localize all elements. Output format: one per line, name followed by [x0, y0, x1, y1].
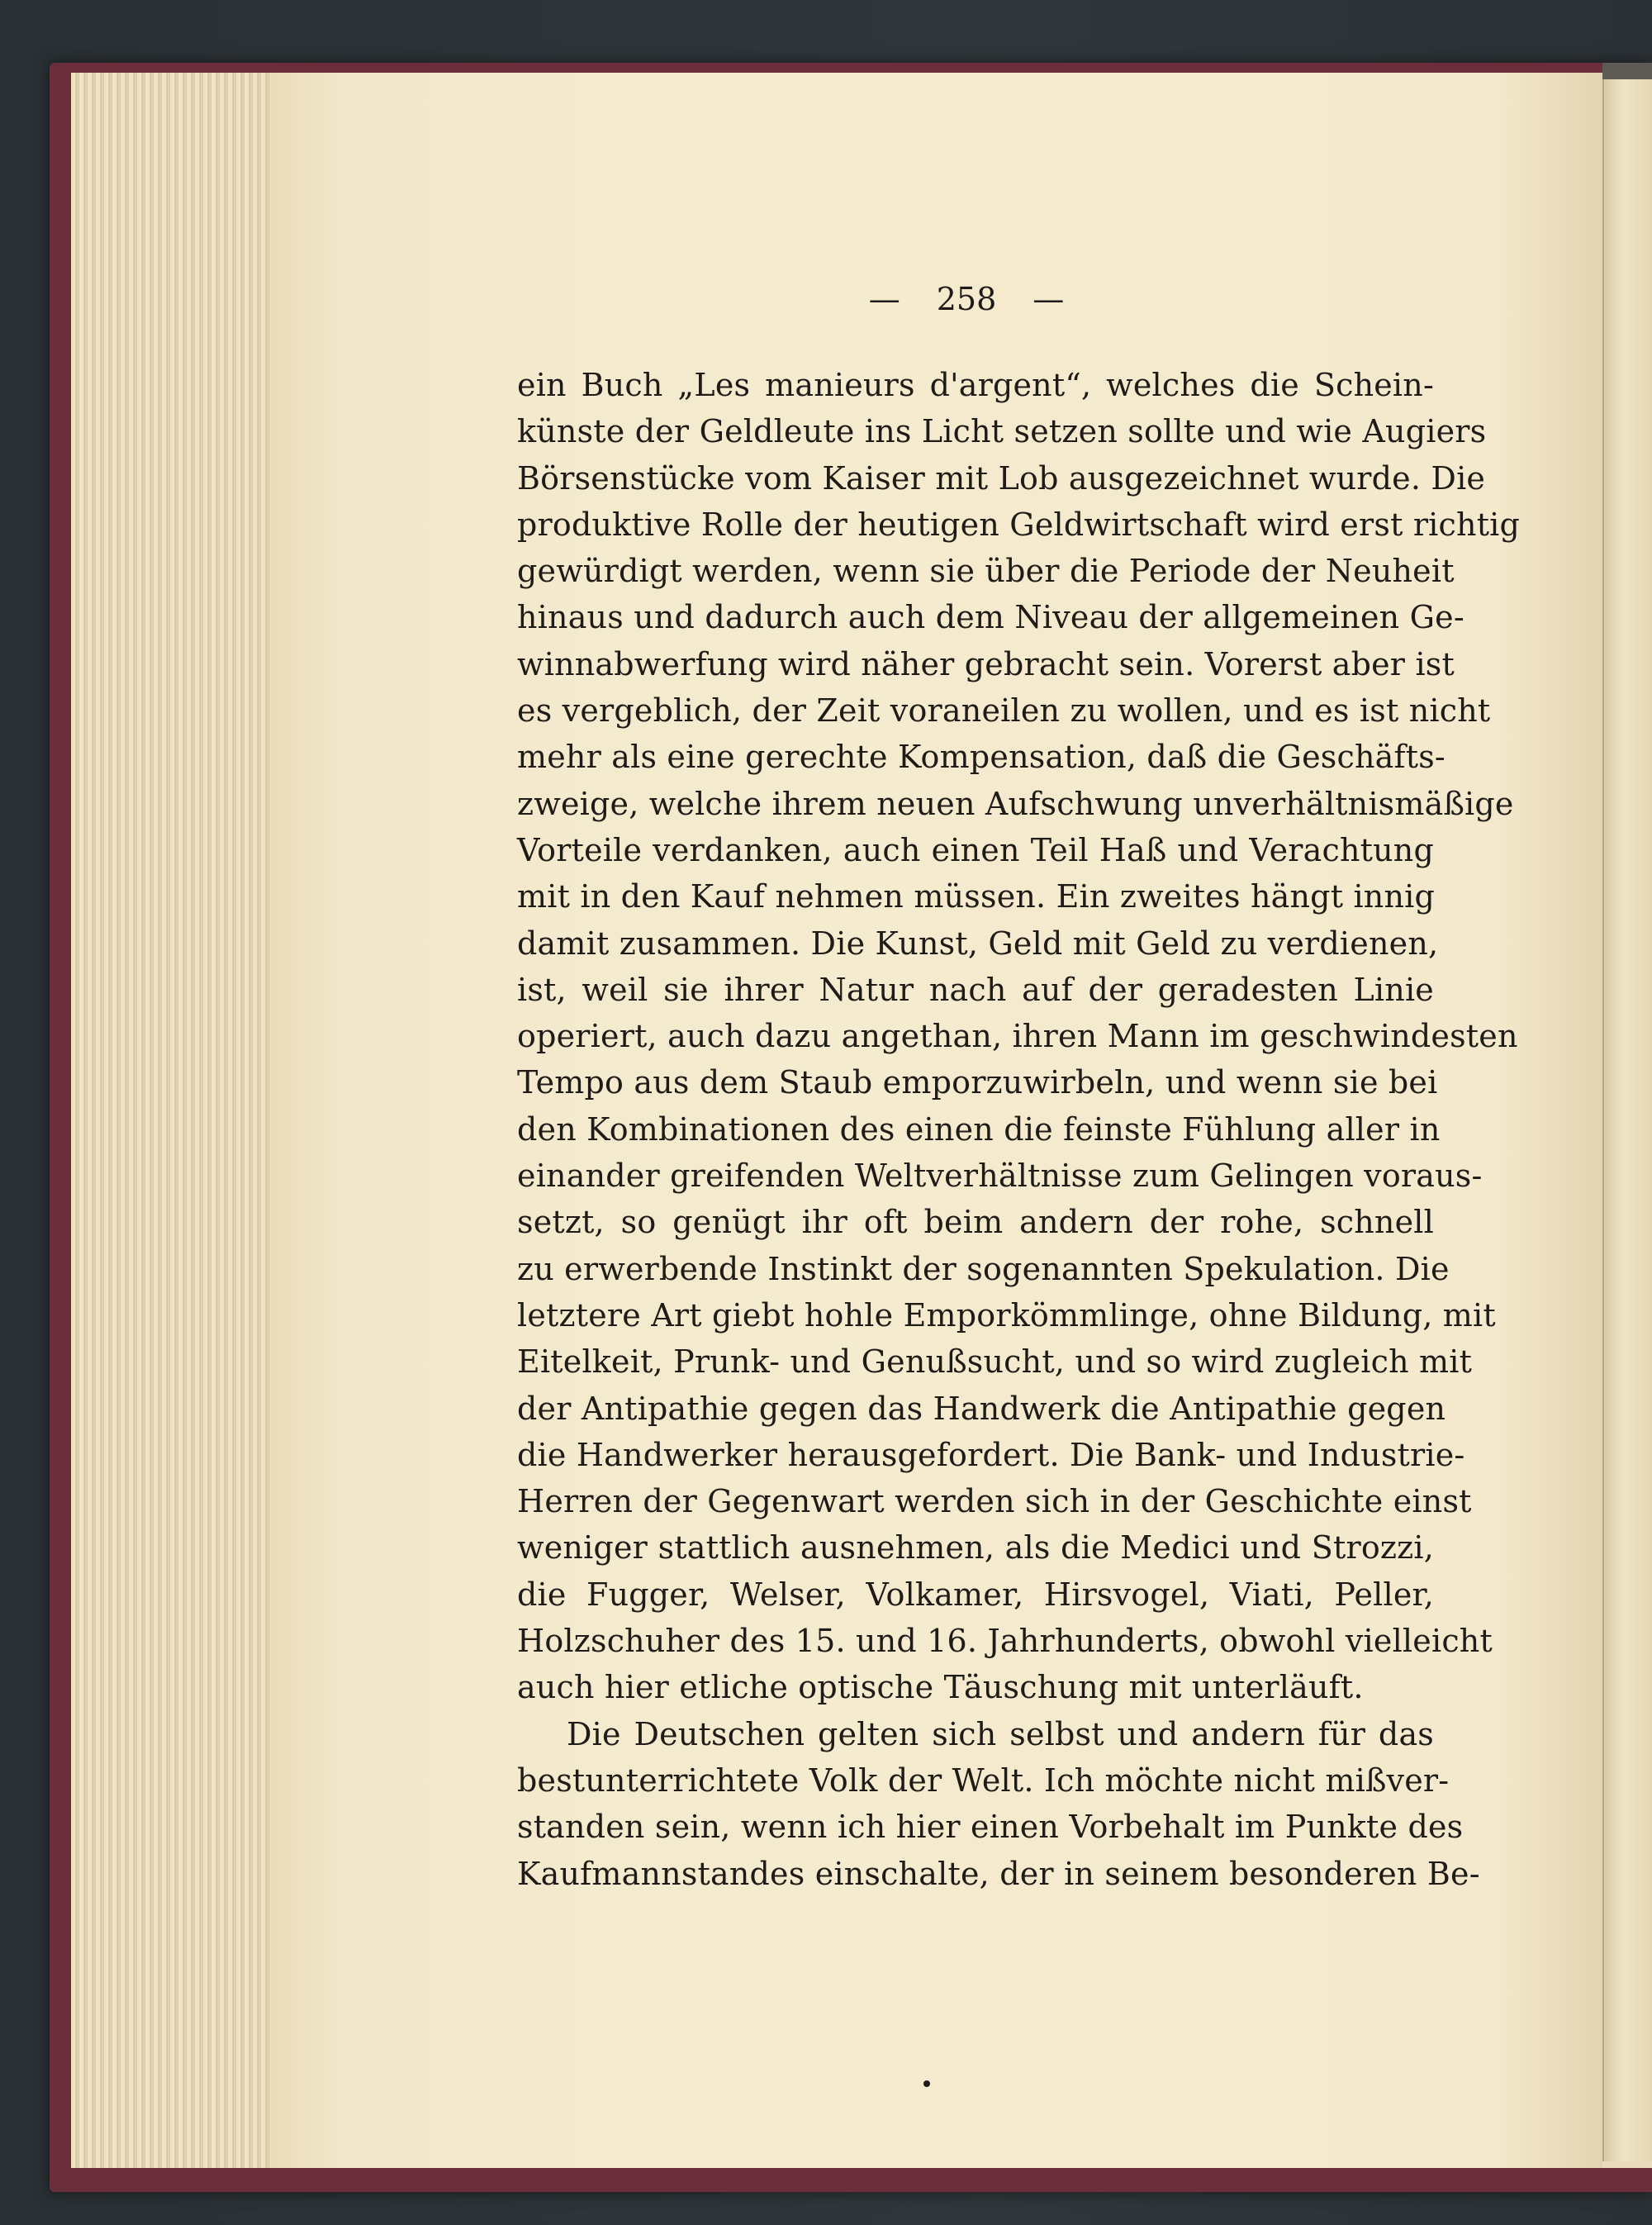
text-line: einander greifenden Weltverhältnisse zum Gelingen voraus-: [517, 1158, 1483, 1195]
text-line: Börsenstücke vom Kaiser mit Lob ausgezeichnet wurde. Die: [517, 459, 1486, 497]
dash-left: —: [868, 281, 900, 317]
text-line: damit zusammen. Die Kunst, Geld mit Geld zu verdienen,: [517, 925, 1439, 962]
text-line: die Handwerker herausgefordert. Die Bank- und Industrie-: [517, 1436, 1465, 1473]
text-line: den Kombinationen des einen die feinste Fühlung aller in: [517, 1110, 1441, 1148]
text-line: hinaus und dadurch auch dem Niveau der allgemeinen Ge-: [517, 599, 1464, 636]
text-line: Holzschuher des 15. und 16. Jahrhunderts, obwohl vielleicht: [517, 1623, 1493, 1660]
text-line: bestunterrichtete Volk der Welt. Ich möchte nicht mißver-: [517, 1761, 1450, 1799]
text-line: Vorteile verdanken, auch einen Teil Haß und Verachtung: [517, 831, 1434, 868]
text-line: operiert, auch dazu angethan, ihren Mann im geschwindesten: [517, 1018, 1518, 1055]
page-number: [826, 281, 1107, 317]
top-strip: [1602, 63, 1652, 81]
text-line: ist, weil sie ihrer Natur nach auf der geradesten Linie: [517, 971, 1434, 1008]
text-line: Die Deutschen gelten sich selbst und andern für das: [567, 1715, 1434, 1752]
text-line: letztere Art giebt hohle Emporkömmlinge, ohne Bildung, mit: [517, 1296, 1496, 1334]
text-line: es vergeblich, der Zeit voraneilen zu wollen, und es ist nicht: [517, 692, 1491, 730]
page-edges: [71, 73, 270, 2168]
text-line: weniger stattlich ausnehmen, als die Medici und Strozzi,: [517, 1529, 1434, 1567]
text-line: zu erwerbende Instinkt der sogenannten Spekulation. Die: [517, 1250, 1450, 1287]
text-line: produktive Rolle der heutigen Geldwirtschaft wird erst richtig: [517, 506, 1521, 543]
text-line: Tempo aus dem Staub emporzuwirbeln, und wenn sie bei: [517, 1064, 1438, 1101]
text-line: Eitelkeit, Prunk- und Genußsucht, und so wird zugleich mit: [517, 1343, 1473, 1381]
text-line: gewürdigt werden, wenn sie über die Periode der Neuheit: [517, 553, 1455, 590]
text-line: mehr als eine gerechte Kompensation, daß die Geschäfts-: [517, 739, 1446, 776]
ink-spot: [923, 2080, 930, 2087]
text-line: zweige, welche ihrem neuen Aufschwung unverhältnismäßige: [517, 785, 1514, 822]
text-line: standen sein, wenn ich hier einen Vorbehalt im Punkte des: [517, 1809, 1464, 1846]
text-line: der Antipathie gegen das Handwerk die Antipathie gegen: [517, 1390, 1446, 1427]
text-line: Herren der Gegenwart werden sich in der Geschichte einst: [517, 1483, 1472, 1520]
text-line: mit in den Kauf nehmen müssen. Ein zweites hängt innig: [517, 878, 1436, 915]
dash-right: —: [1032, 281, 1065, 317]
text-line: auch hier etliche optische Täuschung mit unterläuft.: [517, 1669, 1364, 1706]
page-number-value: 258: [936, 281, 997, 317]
text-line: Kaufmannstandes einschalte, der in seinem besonderen Be-: [517, 1855, 1480, 1892]
text-line: winnabwerfung wird näher gebracht sein. Vorerst aber ist: [517, 645, 1455, 682]
text-line: die Fugger, Welser, Volkamer, Hirsvogel, Viati, Peller,: [517, 1576, 1434, 1613]
text-line: setzt, so genügt ihr oft beim andern der rohe, schnell: [517, 1204, 1434, 1241]
body-text: [517, 362, 1521, 1897]
text-line: ein Buch „Les manieurs d'argent“, welches die Schein-: [517, 367, 1434, 403]
text-line: künste der Geldleute ins Licht setzen sollte und wie Augiers: [517, 413, 1487, 450]
next-page-edge: [1602, 79, 1652, 2161]
